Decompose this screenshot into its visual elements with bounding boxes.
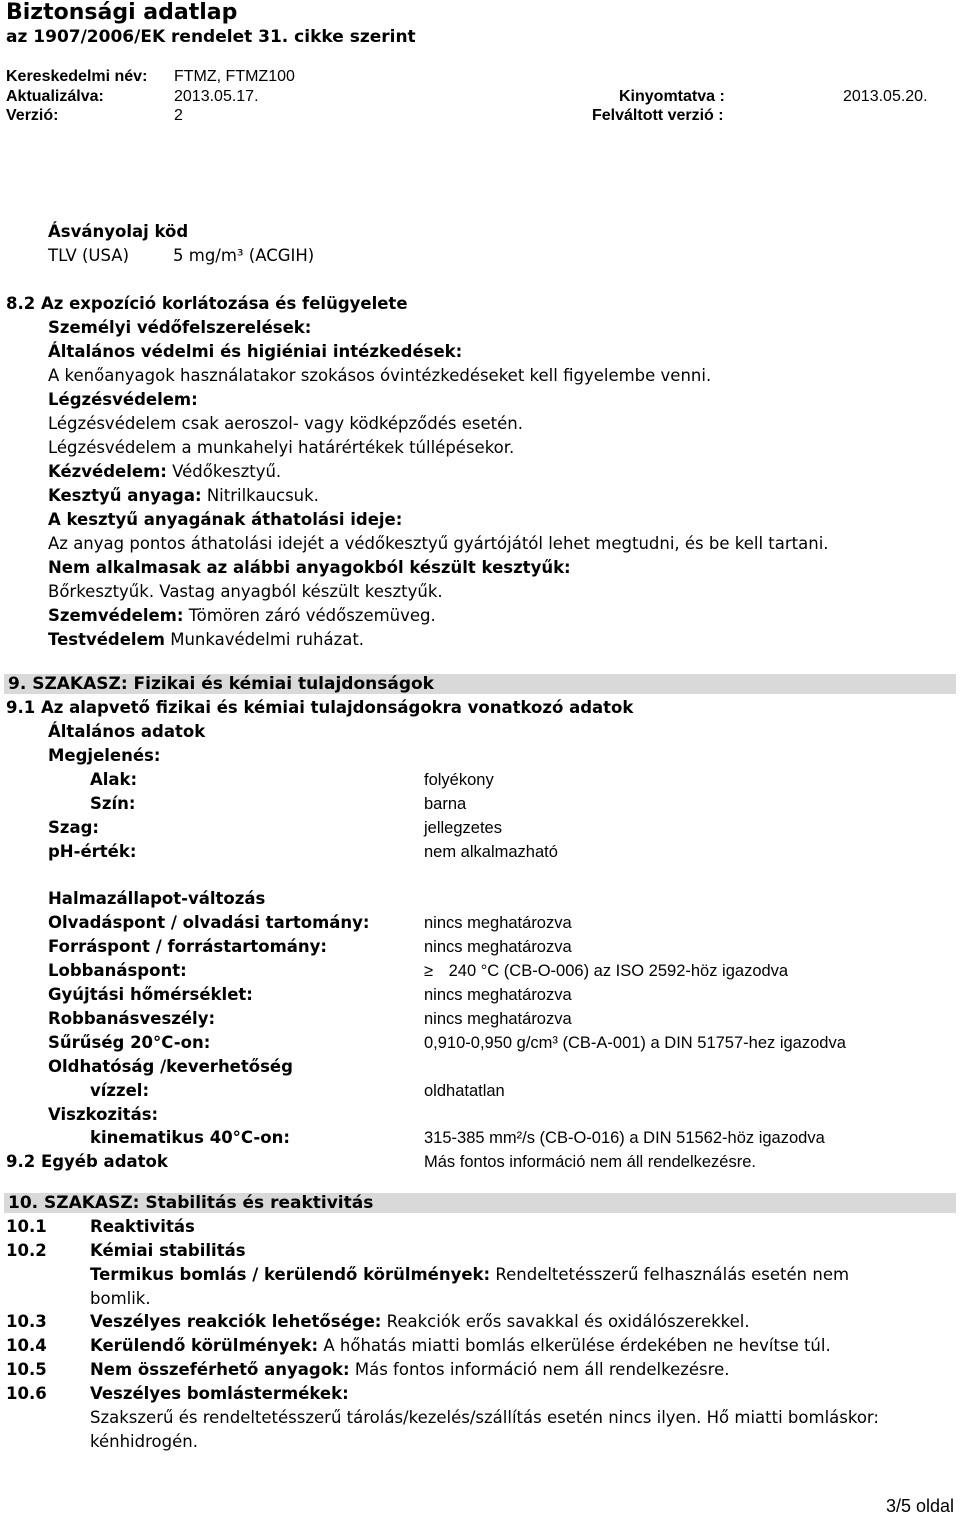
- respiratory-label: Légzésvédelem:: [48, 390, 198, 409]
- respiratory-text-1: Légzésvédelem csak aeroszol- vagy ködképződés esetén.: [48, 414, 523, 433]
- unsuitable-gloves-text: Bőrkesztyűk. Vastag anyagból készült kesztyűk.: [48, 582, 443, 601]
- section-10-1-title: Reaktivitás: [90, 1217, 195, 1236]
- explosion-hazard-label: Robbanásveszély:: [48, 1009, 216, 1028]
- density-label: Sűrűség 20°C-on:: [48, 1033, 211, 1052]
- printed-value: 2013.05.20.: [843, 88, 928, 105]
- ignition-temp-value: nincs meghatározva: [424, 986, 572, 1004]
- section-10-band: [4, 1193, 956, 1213]
- solubility-label-1: Oldhatóság /keverhetőség: [48, 1057, 293, 1076]
- hand-protection-text: Védőkesztyű.: [172, 462, 282, 481]
- body-protection: [48, 630, 364, 650]
- version-value: 2: [174, 107, 183, 124]
- section-10-6-text-1: Szakszerű és rendeltetésszerű tárolás/kezelés/szállítás esetén nincs ilyen. Hő miatti bomláskor:: [90, 1408, 879, 1427]
- section-10-heading: 10. SZAKASZ: Stabilitás és reaktivitás: [8, 1193, 374, 1213]
- phase-change-label: Halmazállapot-változás: [48, 889, 266, 908]
- solubility-label-2: vízzel:: [90, 1081, 150, 1100]
- general-data-label: Általános adatok: [48, 722, 206, 741]
- section-10-4: [90, 1336, 831, 1356]
- density-value: 0,910-0,950 g/cm³ (CB-A-001) a DIN 51757-hez igazodva: [424, 1034, 846, 1052]
- ignition-temp-label: Gyújtási hőmérséklet:: [48, 985, 253, 1004]
- solubility-value: oldhatatlan: [424, 1082, 505, 1100]
- section-10-3: [90, 1312, 750, 1332]
- unsuitable-gloves-label: Nem alkalmasak az alábbi anyagokból készült kesztyűk:: [48, 558, 571, 577]
- document-subtitle: az 1907/2006/EK rendelet 31. cikke szerint: [6, 27, 416, 47]
- section-10-2-number: 10.2: [6, 1241, 47, 1260]
- section-10-5-text: Más fontos információ nem áll rendelkezésre.: [354, 1360, 730, 1379]
- section-10-2-title: Kémiai stabilitás: [90, 1241, 246, 1260]
- section-10-4-number: 10.4: [6, 1336, 47, 1355]
- section-10-3-number: 10.3: [6, 1312, 47, 1331]
- hand-protection: [48, 462, 281, 482]
- printed-label: Kinyomtatva :: [619, 88, 725, 105]
- section-10-6-text-2: kénhidrogén.: [90, 1432, 198, 1451]
- document-title: Biztonsági adatlap: [6, 0, 238, 25]
- section-10-6-number: 10.6: [6, 1384, 47, 1403]
- flash-point-label: Lobbanáspont:: [48, 961, 187, 980]
- breakthrough-text: Az anyag pontos áthatolási idejét a védőkesztyű gyártójától lehet megtudni, és be kell tartani.: [48, 534, 829, 553]
- glove-material-label: Kesztyű anyaga:: [48, 486, 202, 505]
- body-protection-text: Munkavédelmi ruházat.: [170, 630, 365, 649]
- substance-name: Ásványolaj köd: [48, 222, 189, 241]
- thermal-decomposition: [90, 1265, 849, 1285]
- page-number: 3/5 oldal: [885, 1496, 954, 1516]
- ph-value: nem alkalmazható: [424, 843, 558, 861]
- section-9-band: [4, 674, 956, 694]
- section-9-heading: 9. SZAKASZ: Fizikai és kémiai tulajdonságok: [8, 674, 434, 694]
- eye-protection-text: Tömören záró védőszemüveg.: [188, 606, 436, 625]
- general-measures-text: A kenőanyagok használatakor szokásos óvintézkedéseket kell figyelembe venni.: [48, 366, 712, 385]
- other-data-label: 9.2 Egyéb adatok: [6, 1152, 168, 1171]
- section-10-6-label: Veszélyes bomlástermékek:: [90, 1384, 349, 1403]
- other-data-value: Más fontos információ nem áll rendelkezésre.: [424, 1153, 756, 1171]
- version-label: Verzió:: [6, 107, 59, 124]
- form-label: Alak:: [90, 770, 138, 789]
- viscosity-label: Viszkozitás:: [48, 1105, 159, 1124]
- eye-protection-label: Szemvédelem:: [48, 606, 184, 625]
- section-10-5-number: 10.5: [6, 1360, 47, 1379]
- trade-name-label: Kereskedelmi név:: [6, 68, 148, 85]
- melting-point-label: Olvadáspont / olvadási tartomány:: [48, 913, 370, 932]
- odor-label: Szag:: [48, 818, 100, 837]
- eye-protection: [48, 606, 436, 626]
- section-10-3-text: Reakciók erős savakkal és oxidálószerekkel.: [386, 1312, 750, 1331]
- kinematic-viscosity-label: kinematikus 40°C-on:: [90, 1128, 290, 1147]
- trade-name-value: FTMZ, FTMZ100: [174, 68, 295, 85]
- tlv-label: TLV (USA): [48, 246, 130, 265]
- thermal-decomposition-label: Termikus bomlás / kerülendő körülmények:: [90, 1265, 491, 1284]
- section-10-5: [90, 1360, 729, 1380]
- hand-protection-label: Kézvédelem:: [48, 462, 167, 481]
- appearance-label: Megjelenés:: [48, 746, 161, 765]
- replaced-version-label: Felváltott verzió :: [592, 107, 724, 124]
- section-10-1-number: 10.1: [6, 1217, 47, 1236]
- explosion-hazard-value: nincs meghatározva: [424, 1010, 572, 1028]
- ph-label: pH-érték:: [48, 842, 137, 861]
- respiratory-text-2: Légzésvédelem a munkahelyi határértékek túllépésekor.: [48, 438, 515, 457]
- greater-or-equal-icon: ≥: [424, 962, 434, 980]
- section-10-3-label: Veszélyes reakciók lehetősége:: [90, 1312, 382, 1331]
- general-measures-label: Általános védelmi és higiéniai intézkedések:: [48, 342, 463, 361]
- color-value: barna: [424, 795, 467, 813]
- updated-label: Aktualizálva:: [6, 88, 104, 105]
- section-10-4-label: Kerülendő körülmények:: [90, 1336, 319, 1355]
- glove-material-text: Nitrilkaucsuk.: [206, 486, 319, 505]
- boiling-point-label: Forráspont / forrástartomány:: [48, 937, 328, 956]
- odor-value: jellegzetes: [424, 819, 502, 837]
- thermal-decomposition-text-2: bomlik.: [90, 1289, 151, 1308]
- section-8-2-heading: 8.2 Az expozíció korlátozása és felügyelete: [6, 294, 408, 313]
- flash-point: [424, 961, 788, 981]
- flash-point-value: 240 °C (CB-O-006) az ISO 2592-höz igazodva: [448, 962, 789, 980]
- section-10-4-text: A hőhatás miatti bomlás elkerülése érdekében ne hevítse túl.: [323, 1336, 831, 1355]
- body-protection-label: Testvédelem: [48, 630, 165, 649]
- tlv-value: 5 mg/m³ (ACGIH): [173, 246, 315, 265]
- thermal-decomposition-text: Rendeltetésszerű felhasználás esetén nem: [495, 1265, 850, 1284]
- melting-point-value: nincs meghatározva: [424, 914, 572, 932]
- updated-value: 2013.05.17.: [174, 88, 259, 105]
- breakthrough-label: A kesztyű anyagának áthatolási ideje:: [48, 510, 403, 529]
- section-10-5-label: Nem összeférhető anyagok:: [90, 1360, 350, 1379]
- glove-material: [48, 486, 319, 506]
- boiling-point-value: nincs meghatározva: [424, 938, 572, 956]
- section-9-1-heading: 9.1 Az alapvető fizikai és kémiai tulajdonságokra vonatkozó adatok: [6, 698, 634, 717]
- kinematic-viscosity-value: 315-385 mm²/s (CB-O-016) a DIN 51562-höz igazodva: [424, 1129, 825, 1147]
- form-value: folyékony: [424, 771, 494, 789]
- color-label: Szín:: [90, 794, 136, 813]
- ppe-label: Személyi védőfelszerelések:: [48, 318, 312, 337]
